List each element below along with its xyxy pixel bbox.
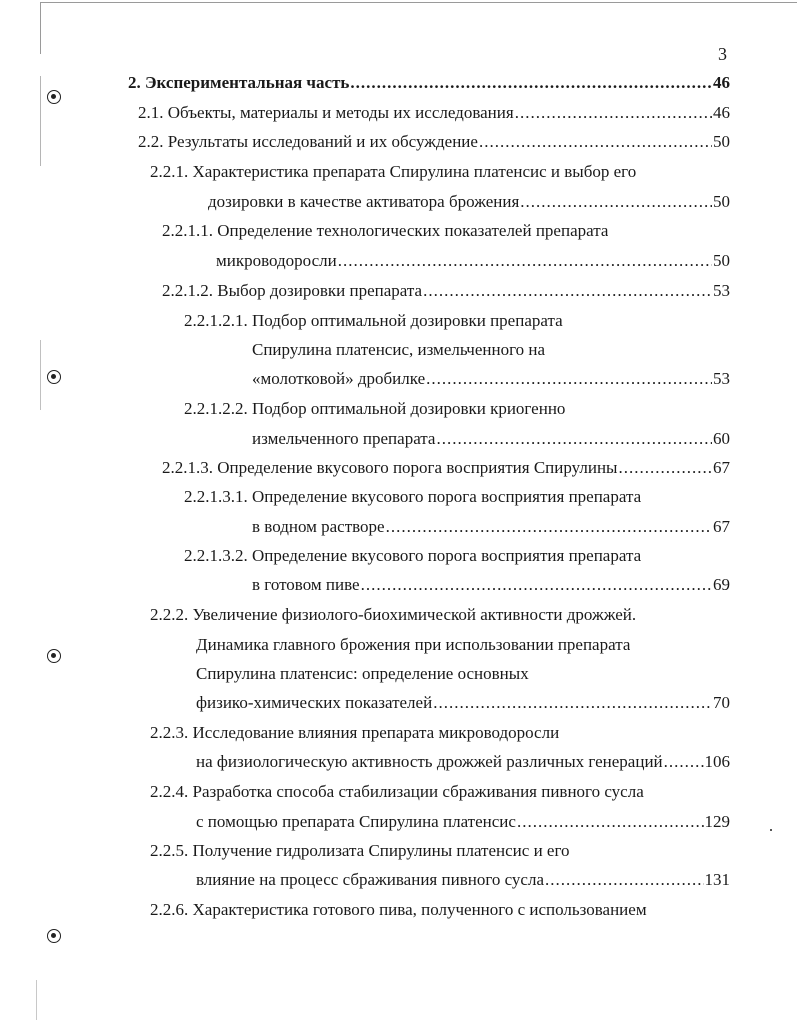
binder-hole-icon bbox=[47, 90, 61, 104]
toc-entry bbox=[216, 250, 730, 272]
toc-entry-line: 2.2.1.1. Определение технологических показателей препарата bbox=[162, 221, 609, 240]
toc-entry bbox=[252, 368, 730, 390]
toc-entry-title: измельченного препарата bbox=[252, 429, 436, 448]
dot-leader bbox=[664, 751, 704, 773]
toc-entry-title: «молотковой» дробилке bbox=[252, 369, 426, 388]
dot-leader bbox=[361, 574, 712, 596]
toc-entry-line: Спирулина платенсис: определение основных bbox=[196, 664, 529, 683]
toc-entry-title: 2.2.1.3. Определение вкусового порога восприятия Спирулины bbox=[162, 458, 618, 477]
scan-edge-left bbox=[40, 2, 41, 54]
toc-entry-page: 60 bbox=[713, 429, 730, 448]
toc-entry-line: 2.2.4. Разработка способа стабилизации сбраживания пивного сусла bbox=[150, 782, 644, 801]
dot-leader bbox=[423, 280, 712, 302]
toc-entry-title: физико-химических показателей bbox=[196, 693, 433, 712]
toc-entry bbox=[162, 457, 730, 479]
toc-entry bbox=[196, 811, 730, 833]
dot-leader bbox=[350, 72, 712, 94]
dot-leader bbox=[479, 131, 712, 153]
dot-leader bbox=[436, 428, 712, 450]
toc-entry-page: 129 bbox=[704, 812, 730, 831]
scan-speck bbox=[770, 829, 772, 831]
toc-entry-title: 2.2.1.2. Выбор дозировки препарата bbox=[162, 281, 423, 300]
toc-entry bbox=[208, 191, 730, 213]
toc-entry bbox=[196, 869, 730, 891]
toc-entry-page: 50 bbox=[713, 132, 730, 151]
dot-leader bbox=[433, 692, 712, 714]
toc-entry-line: 2.2.1.3.1. Определение вкусового порога восприятия препарата bbox=[184, 487, 642, 506]
dot-leader bbox=[386, 516, 712, 538]
binder-hole-icon bbox=[47, 929, 61, 943]
toc-entry-line: 2.2.2. Увеличение физиолого-биохимической активности дрожжей. bbox=[150, 605, 637, 624]
toc-entry-page: 67 bbox=[713, 458, 730, 477]
toc-entry bbox=[196, 692, 730, 714]
toc-entry-line: 2.2.1.2.1. Подбор оптимальной дозировки препарата bbox=[184, 311, 563, 330]
binder-hole-icon bbox=[47, 649, 61, 663]
toc-entry-line: 2.2.1. Характеристика препарата Спирулина платенсис и выбор его bbox=[150, 162, 637, 181]
toc-entry-title: с помощью препарата Спирулина платенсис bbox=[196, 812, 516, 831]
toc-entry-title: 2.1. Объекты, материалы и методы их исследования bbox=[138, 103, 514, 122]
toc-entry bbox=[162, 280, 730, 302]
dot-leader bbox=[618, 457, 712, 479]
toc-entry-page: 70 bbox=[713, 693, 730, 712]
toc-entry-page: 53 bbox=[713, 281, 730, 300]
dot-leader bbox=[515, 102, 712, 124]
toc-entry-title: в водном растворе bbox=[252, 517, 385, 536]
toc-entry-page: 50 bbox=[713, 251, 730, 270]
toc-entry bbox=[252, 516, 730, 538]
toc-entry-page: 50 bbox=[713, 192, 730, 211]
toc-entry-title: дозировки в качестве активатора брожения bbox=[208, 192, 520, 211]
dot-leader bbox=[517, 811, 704, 833]
toc-entry bbox=[138, 102, 730, 124]
toc-entry-line: 2.2.1.3.2. Определение вкусового порога восприятия препарата bbox=[184, 546, 642, 565]
toc-entry-page: 131 bbox=[704, 870, 730, 889]
dot-leader bbox=[338, 250, 712, 272]
toc-entry-page: 53 bbox=[713, 369, 730, 388]
toc-entry-page: 67 bbox=[713, 517, 730, 536]
toc-entry bbox=[252, 428, 730, 450]
toc-entry-line: 2.2.3. Исследование влияния препарата микроводоросли bbox=[150, 723, 560, 742]
toc-entry-page: 46 bbox=[713, 73, 730, 92]
dot-leader bbox=[520, 191, 712, 213]
scan-edge-top bbox=[40, 2, 797, 3]
toc-entry-line: 2.2.5. Получение гидролизата Спирулины платенсис и его bbox=[150, 841, 570, 860]
toc-entry bbox=[196, 751, 730, 773]
toc-entry-title: в готовом пиве bbox=[252, 575, 360, 594]
toc-entry-title: микроводоросли bbox=[216, 251, 337, 270]
dot-leader bbox=[426, 368, 712, 390]
scan-edge-left bbox=[40, 76, 41, 166]
toc-entry-line: 2.2.1.2.2. Подбор оптимальной дозировки криогенно bbox=[184, 399, 566, 418]
toc-entry bbox=[252, 574, 730, 596]
toc-entry-page: 46 bbox=[713, 103, 730, 122]
toc-entry-line: 2.2.6. Характеристика готового пива, полученного с использованием bbox=[150, 900, 647, 919]
toc-entry-title: 2. Экспериментальная часть bbox=[128, 73, 350, 92]
dot-leader bbox=[545, 869, 703, 891]
page-number: 3 bbox=[718, 44, 727, 64]
toc-entry-page: 106 bbox=[704, 752, 730, 771]
toc-entry-title: влияние на процесс сбраживания пивного сусла bbox=[196, 870, 545, 889]
scan-edge-left bbox=[40, 340, 41, 410]
binder-hole-icon bbox=[47, 370, 61, 384]
toc-entry-title: на физиологическую активность дрожжей различных генераций bbox=[196, 752, 663, 771]
toc-entry-page: 69 bbox=[713, 575, 730, 594]
toc-entry bbox=[128, 72, 730, 94]
toc-entry-line: Спирулина платенсис, измельченного на bbox=[252, 340, 546, 359]
toc-entry-line: Динамика главного брожения при использовании препарата bbox=[196, 635, 631, 654]
toc-entry bbox=[138, 131, 730, 153]
scan-edge-left bbox=[36, 980, 37, 1020]
toc-entry-title: 2.2. Результаты исследований и их обсуждение bbox=[138, 132, 478, 151]
